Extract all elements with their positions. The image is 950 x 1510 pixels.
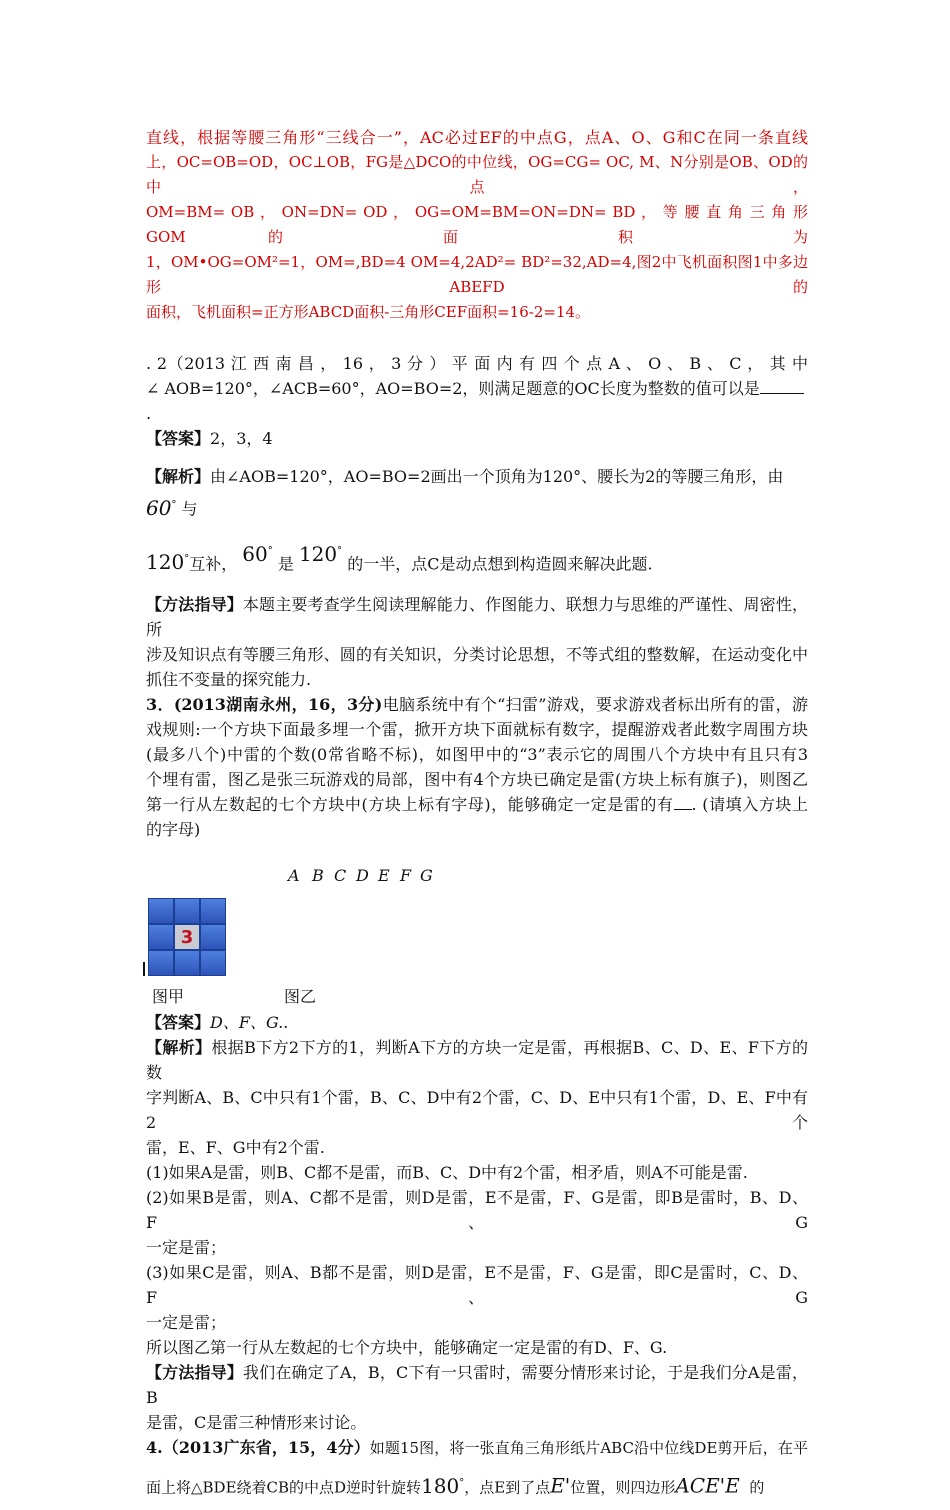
question-3-line: (最多八个)中雷的个数(0常省略不标)，如图甲中的“3”表示它的周围八个方块中有且只有3 <box>146 745 808 765</box>
question-3-line: 3．(2013湖南永州，16，3分)电脑系统中有个“扫雷”游戏，要求游戏者标出所有的雷，游 <box>146 695 808 715</box>
analysis-line: (3)如果C是雷，则A、B都不是雷，则D是雷，E不是雷，F、G是雷，即C是雷时，C、D、F、G <box>146 1263 808 1308</box>
math-e-prime: E' <box>550 1473 571 1498</box>
answer-blank <box>674 795 692 810</box>
analysis-line: 120°互补， 60° 是 120° 的一半，点C是动点想到构造圆来解决此题. <box>146 542 653 575</box>
minesweeper-grid-jia <box>148 898 226 978</box>
answer-blank <box>760 379 804 394</box>
grid-cell <box>200 924 226 950</box>
math-quad: ACE'E <box>675 1473 740 1498</box>
letter-c: C <box>334 866 347 886</box>
text-cursor <box>143 962 145 976</box>
analysis-line: 一定是雷； <box>146 1238 227 1258</box>
math-60: 60° <box>242 542 273 567</box>
analysis-line: (2)如果B是雷，则A、C都不是雷，则D是雷，E不是雷，F、G是雷，即B是雷时，B、D、F、G <box>146 1188 808 1233</box>
letter-f: F <box>400 866 412 886</box>
answer-label: 【答案】 <box>146 429 211 448</box>
caption-jia: 图甲 <box>152 987 185 1007</box>
answer-line <box>146 426 808 451</box>
answer-label: 【答案】 <box>146 1013 211 1033</box>
grid-cell <box>200 950 226 976</box>
question-3-line: 戏规则:一个方块下面最多埋一个雷，掀开方块下面就标有数字，提醒游戏者此数字周围方块 <box>146 720 808 740</box>
figures <box>146 898 808 1010</box>
method-line: 【方法指导】本题主要考查学生阅读理解能力、作图能力、联想力与思维的严谨性、周密性，所 <box>146 595 808 640</box>
question-3-line: 个埋有雷，图乙是张三玩游戏的局部，图中有4个方块已确定是雷(方块上标有旗子)，则图乙 <box>146 770 808 790</box>
method-line: 抓住不变量的探究能力. <box>146 670 312 690</box>
analysis-line: 【解析】根据B下方2下方的1，判断A下方的方块一定是雷，再根据B、C、D、E、F下方的数 <box>146 1038 808 1083</box>
analysis-label: 【解析】 <box>146 467 211 486</box>
answer-line <box>146 1010 808 1035</box>
text-line: 上，OC=OB=OD，OC⊥OB，FG是△DCO的中位线，OG=CG= OC, M、N分别是OB、OD的中点， <box>146 153 808 196</box>
question-4-line: 4.（2013广东省，15，4分）如题15图，将一张直角三角形纸片ABC沿中位线DE剪开后，在平 <box>146 1438 808 1458</box>
math-120: 120° <box>146 550 190 575</box>
analysis-line: 【解析】由∠AOB=120°，AO=BO=2画出一个顶角为120°、腰长为2的等腰三角形，由 60° 与 <box>146 467 784 520</box>
analysis-line: 字判断A、B、C中只有1个雷，B、C、D中有2个雷，C、D、E中只有1个雷，D、E、F中有2个 <box>146 1088 808 1133</box>
question-3 <box>146 692 808 1435</box>
answer-text: 2，3，4 <box>210 429 273 448</box>
math-180: 180° <box>421 1473 465 1498</box>
text-line: 1，OM•OG=OM²=1，OM=,BD=4 OM=4,2AD²= BD²=32,AD=4,图2中飞机面积图1中多边形ABEFD的 <box>146 253 808 296</box>
document-page <box>146 125 808 1510</box>
question-3-line: 第一行从左数起的七个方块中(方块上标有字母)，能够确定一定是雷的有 . (请填入方块上 <box>146 795 808 815</box>
question-2-line: ∠ AOB=120°，∠ACB=60°，AO=BO=2，则满足题意的OC长度为整数的值可以是. <box>146 376 808 426</box>
question-2 <box>146 351 808 692</box>
caption-yi: 图乙 <box>284 987 317 1007</box>
text-line: OM=BM= OB ， ON=DN= OD ， OG=OM=BM=ON=DN= BD ， 等 腰 直 角 三 角 形 GOM 的 面 积 为 <box>146 203 808 246</box>
letter-b: B <box>312 866 324 886</box>
letter-e: E <box>378 866 390 886</box>
math-60: 60° <box>146 495 177 520</box>
analysis-label: 【解析】 <box>146 1038 212 1058</box>
method-label: 【方法指导】 <box>146 1363 244 1383</box>
method-line: 是雷，C是雷三种情形来讨论。 <box>146 1413 367 1433</box>
text-line: 面积，飞机面积=正方形ABCD面积-三角形CEF面积=16-2=14。 <box>146 303 591 321</box>
method-line: 涉及知识点有等腰三角形、圆的有关知识，分类讨论思想，不等式组的整数解，在运动变化中 <box>146 645 808 665</box>
grid-cell <box>148 924 174 950</box>
grid-cell-number: 3 <box>174 924 200 950</box>
letter-d: D <box>356 866 369 886</box>
letter-g: G <box>420 866 433 886</box>
analysis-line: 一定是雷； <box>146 1313 227 1333</box>
question-3-line: 的字母) <box>146 820 201 840</box>
grid-cell <box>148 950 174 976</box>
math-120: 120° <box>298 542 343 567</box>
question-3-head: 3．(2013湖南永州，16，3分) <box>146 695 383 715</box>
analysis-line: 雷，E、F、G中有2个雷. <box>146 1138 325 1158</box>
grid-cell <box>148 898 174 924</box>
question-2-line: . 2（2013 江 西 南 昌 ， 16 ， 3 分 ） 平 面 内 有 四 个 点 A 、 O 、 B 、 C ， 其 中 <box>146 354 808 373</box>
question-4-head: 4.（2013广东省，15，4分） <box>146 1438 370 1458</box>
figure-yi-letters <box>146 864 808 898</box>
method-line: 【方法指导】我们在确定了A，B，C下有一只雷时，需要分情形来讨论，于是我们分A是雷，B <box>146 1363 808 1408</box>
letter-a: A <box>288 866 300 886</box>
method-label: 【方法指导】 <box>146 595 243 615</box>
solution-continuation <box>146 125 808 325</box>
text-line: 直线，根据等腰三角形“三线合一”，AC必过EF的中点G，点A、O、G和C在同一条直线 <box>146 128 808 147</box>
answer-text: D、F、G.. <box>210 1013 289 1033</box>
grid-cell <box>174 950 200 976</box>
analysis-line: (1)如果A是雷，则B、C都不是雷，而B、C、D中有2个雷，相矛盾，则A不可能是雷. <box>146 1163 748 1183</box>
grid-cell <box>200 898 226 924</box>
question-4 <box>146 1435 808 1510</box>
question-4-line: 面上将△BDE绕着CB的中点D逆时针旋转180°，点E到了点E'位置，则四边形ACE'E 的 <box>146 1473 765 1498</box>
analysis-line: 所以图乙第一行从左数起的七个方块中，能够确定一定是雷的有D、F、G. <box>146 1338 668 1358</box>
grid-cell <box>174 898 200 924</box>
